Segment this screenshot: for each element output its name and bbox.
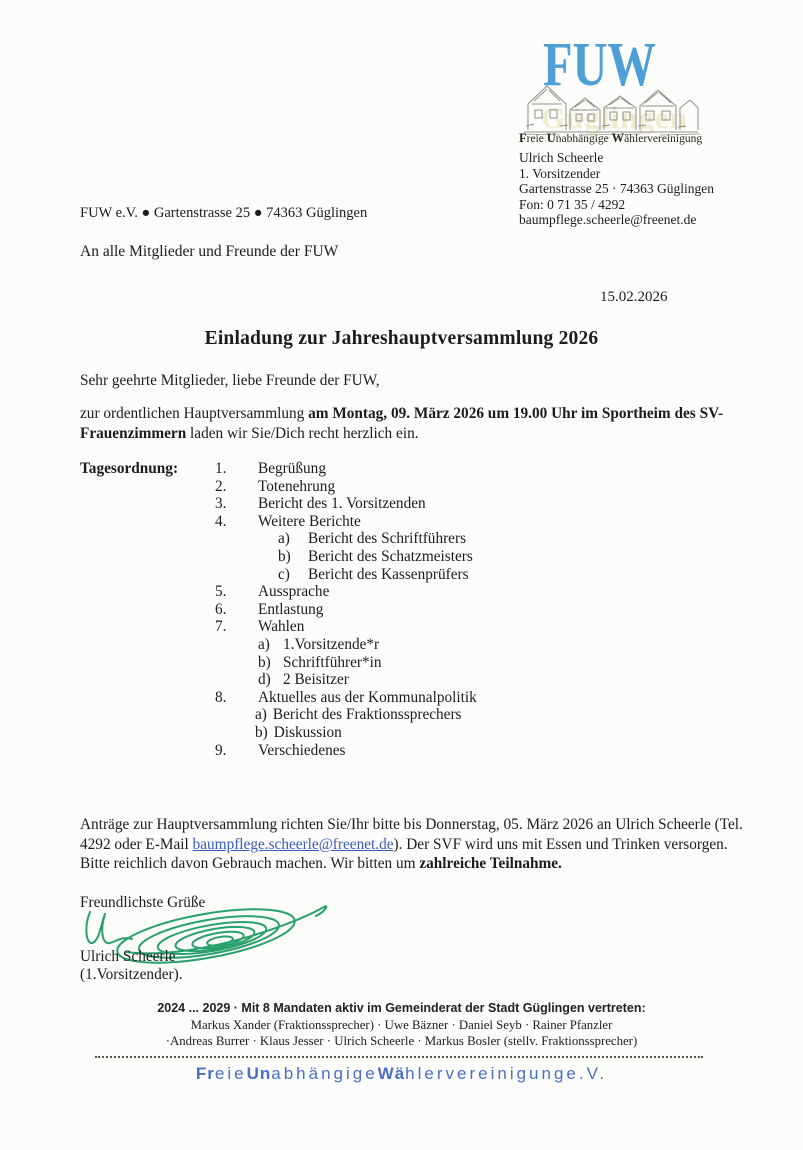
- fuw-logo-text: FUW: [543, 31, 656, 99]
- agenda-item-marker: c): [278, 565, 290, 583]
- agenda-item: [215, 460, 635, 478]
- agenda-item-text: Diskussion: [273, 723, 342, 741]
- agenda-item-marker: 4.: [215, 512, 227, 530]
- brand-text: eie: [214, 1064, 247, 1083]
- contact-block: [519, 150, 714, 228]
- agenda-item-marker: 9.: [215, 741, 227, 759]
- contact-line: Gartenstrasse 25 · 74363 Güglingen: [519, 181, 714, 197]
- agenda-item-marker: 6.: [215, 600, 227, 618]
- agenda-item: [215, 530, 635, 548]
- antraege-part2: ). Der SVF wird uns mit Essen und Trinken versorgen. Bitte reichlich davon Gebrauch machen. Wir bitten um: [80, 835, 728, 872]
- agenda-item-marker: b): [255, 723, 268, 741]
- agenda-item-text: Schriftführer*in: [283, 653, 382, 671]
- closing-greeting: Freundlichste Grüße: [80, 894, 206, 911]
- brand-initial: W: [611, 131, 625, 145]
- agenda-item: [215, 654, 635, 672]
- agenda-item: [215, 671, 635, 689]
- salutation: Sehr geehrte Mitglieder, liebe Freunde der FUW,: [80, 372, 380, 389]
- antraege-paragraph: [80, 815, 745, 874]
- agenda-item: [215, 601, 635, 619]
- agenda-item: [215, 566, 635, 584]
- contact-line: baumpflege.scheerle@freenet.de: [519, 212, 697, 228]
- agenda-item-marker: b): [278, 547, 291, 565]
- contact-line: Ulrich Scheerle: [519, 150, 604, 165]
- brand-text: ählervereinigung: [624, 133, 703, 145]
- antraege-part1: Anträge zur Hauptversammlung richten Sie/Ihr bitte bis Donnerstag, 05. März 2026 an Ulrich Scheerle (Tel. 4292 oder E-Mail: [80, 816, 743, 853]
- brand-text: nabhängige: [555, 133, 612, 145]
- agenda-item-text: Bericht des Fraktionssprechers: [272, 706, 462, 724]
- agenda-item: [215, 583, 635, 601]
- sender-address-line: FUW e.V. ● Gartenstrasse 25 ● 74363 Güglingen: [80, 205, 368, 221]
- brand-text: hlervereinigung: [405, 1064, 567, 1083]
- intro-bold: am Montag, 09. März 2026 um 19.00 Uhr im Sportheim des SV-Frauenzimmern: [80, 405, 724, 442]
- footer-mandates-line: 2024 ... 2029 · Mit 8 Mandaten aktiv im Gemeinderat der Stadt Güglingen vertreten:: [157, 1001, 646, 1015]
- brand-initial: Un: [246, 1064, 272, 1083]
- agenda-item: [215, 478, 635, 496]
- brand-text: e.V.: [566, 1064, 608, 1083]
- agenda-item: [215, 724, 635, 742]
- agenda-label: Tagesordnung:: [80, 460, 179, 477]
- agenda-item: [215, 706, 635, 724]
- agenda-item-marker: 5.: [215, 583, 227, 601]
- agenda-item-marker: d): [258, 671, 271, 689]
- intro-post: laden wir Sie/Dich recht herzlich ein.: [186, 424, 419, 442]
- guglingen-watermark: Güglingen: [541, 100, 688, 135]
- signer-role: (1.Vorsitzender).: [80, 966, 183, 983]
- letter-date: 15.02.2026: [600, 289, 668, 305]
- brand-initial: U: [546, 131, 556, 145]
- agenda-item: [215, 636, 635, 654]
- brand-text: reie: [526, 133, 547, 145]
- agenda-item-marker: a): [258, 635, 270, 653]
- logo-tagline: [519, 131, 702, 146]
- agenda-item: [215, 513, 635, 531]
- agenda-item: [215, 618, 635, 636]
- agenda-item: [215, 689, 635, 707]
- contact-line: 1. Vorsitzender: [519, 165, 601, 181]
- agenda-item-marker: a): [278, 530, 290, 548]
- agenda-item-text: 1.Vorsitzende*r: [283, 635, 380, 653]
- agenda-item-text: Bericht des Kassenprüfers: [308, 565, 469, 583]
- agenda-item-marker: 7.: [215, 618, 227, 636]
- agenda-item-marker: 3.: [215, 495, 227, 513]
- agenda-item-text: Wahlen: [258, 618, 305, 636]
- agenda-item-text: Weitere Berichte: [258, 512, 361, 530]
- brand-initial: Wä: [377, 1064, 406, 1083]
- brand-text: abhängige: [271, 1064, 378, 1083]
- agenda-item: [215, 495, 635, 513]
- brand-initial: Fr: [195, 1064, 215, 1083]
- agenda-item-text: Bericht des 1. Vorsitzenden: [258, 495, 426, 513]
- agenda-item-text: Bericht des Schriftführers: [308, 530, 467, 548]
- agenda-item: [215, 548, 635, 566]
- dotted-divider: [95, 1056, 703, 1058]
- agenda-item-marker: a): [255, 706, 267, 724]
- footer-names-line-1: Markus Xander (Fraktionssprecher) · Uwe Bäzner · Daniel Seyb · Rainer Pfanzler: [190, 1018, 613, 1032]
- agenda-item-marker: 8.: [215, 688, 227, 706]
- agenda-item-text: Bericht des Schatzmeisters: [308, 547, 473, 565]
- agenda-item: [215, 742, 635, 760]
- antraege-bold: zahlreiche Teilnahme.: [419, 855, 562, 872]
- footer-names-line-2: ·Andreas Burrer · Klaus Jesser · Ulrich Scheerle · Markus Bosler (stellv. Fraktionssprecher): [165, 1034, 638, 1048]
- letter-title: Einladung zur Jahreshauptversammlung 2026: [204, 328, 599, 349]
- contact-line: Fon: 0 71 35 / 4292: [519, 196, 626, 212]
- agenda-item-text: Totenehrung: [258, 477, 336, 495]
- intro-pre: zur ordentlichen Hauptversammlung: [80, 405, 309, 422]
- agenda-item-text: Entlastung: [258, 600, 324, 618]
- intro-paragraph: [80, 404, 742, 443]
- agenda-item-text: Aktuelles aus der Kommunalpolitik: [258, 688, 477, 706]
- agenda-item-text: Verschiedenes: [258, 741, 346, 759]
- agenda-item-marker: b): [258, 653, 271, 671]
- agenda-item-marker: 2.: [215, 477, 227, 495]
- agenda-list: [215, 460, 635, 759]
- brand-initial: F: [519, 131, 527, 145]
- recipient-line: An alle Mitglieder und Freunde der FUW: [80, 243, 339, 260]
- signer-name: Ulrich Scheerle: [80, 948, 176, 965]
- footer-brand-line: [0, 1064, 803, 1084]
- email-link[interactable]: baumpflege.scheerle@freenet.de: [192, 835, 394, 853]
- agenda-item-text: Begrüßung: [258, 460, 326, 477]
- agenda-item-text: Aussprache: [258, 583, 330, 601]
- agenda-item-marker: 1.: [215, 460, 227, 477]
- agenda-item-text: 2 Beisitzer: [283, 671, 349, 689]
